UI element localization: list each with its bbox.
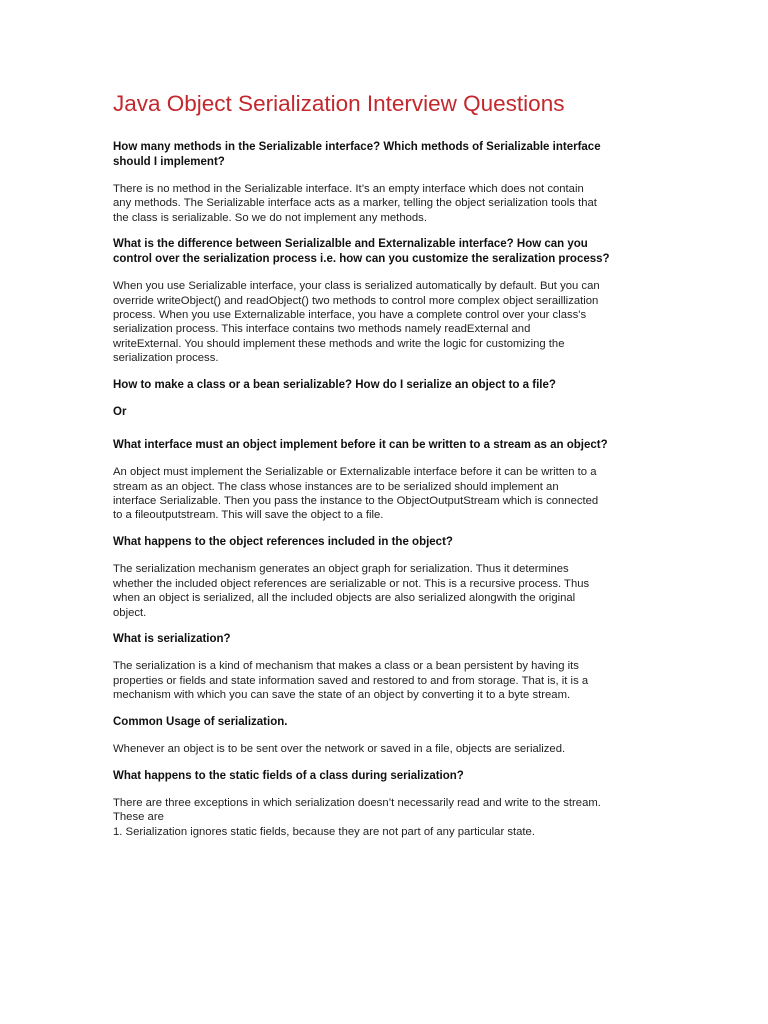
question-heading-line: How to make a class or a bean serializable? How do I serialize an object to a file? bbox=[113, 378, 556, 391]
answer-paragraph-line: process. When you use Externalizable interface, you have a complete control over your class's bbox=[113, 309, 587, 322]
answer-paragraph-line: serialization process. bbox=[113, 352, 219, 365]
question-heading-line: should I implement? bbox=[113, 155, 225, 168]
question-heading bbox=[113, 378, 658, 393]
answer-paragraph-line: There is no method in the Serializable interface. It’s an empty interface which does not contain bbox=[113, 183, 584, 195]
question-heading bbox=[113, 438, 658, 453]
answer-paragraph-line: 1. Serialization ignores static fields, because they are not part of any particular state. bbox=[113, 825, 535, 838]
answer-paragraph-line: object. bbox=[113, 606, 147, 619]
answer-paragraph-line: mechanism with which you can save the state of an object by converting it to a byte stream. bbox=[113, 689, 571, 702]
answer-paragraph bbox=[113, 465, 658, 523]
answer-paragraph-line: when an object is serialized, all the included objects are also serialized alongwith the original bbox=[113, 592, 576, 605]
answer-paragraph-line: any methods. The Serializable interface acts as a marker, telling the object serialization tools that bbox=[113, 197, 597, 210]
question-heading bbox=[113, 237, 658, 266]
answer-paragraph bbox=[113, 182, 658, 225]
answer-paragraph-line: stream as an object. The class whose instances are to be serialized should implement an bbox=[113, 480, 559, 493]
or-separator: Or bbox=[113, 406, 127, 419]
answer-paragraph bbox=[113, 562, 658, 620]
document-page bbox=[113, 88, 658, 851]
answer-paragraph-line: There are three exceptions in which serialization doesn’t necessarily read and write to the stream. bbox=[113, 797, 601, 810]
answer-paragraph-line: An object must implement the Serializable or Externalizable interface before it can be written to a bbox=[113, 466, 597, 479]
answer-paragraph bbox=[113, 659, 658, 702]
question-heading-line: What happens to the static fields of a class during serialization? bbox=[113, 769, 464, 782]
question-heading-line: How many methods in the Serializable interface? Which methods of Serializable interface bbox=[113, 141, 601, 153]
question-heading-line: What is serialization? bbox=[113, 632, 231, 645]
question-heading bbox=[113, 632, 658, 647]
question-heading-line: control over the serialization process i.e. how can you customize the seralization process? bbox=[113, 252, 610, 265]
answer-paragraph-line: the class is serializable. So we do not implement any methods. bbox=[113, 211, 427, 224]
answer-paragraph-line: whether the included object references are serializable or not. This is a recursive process. Thus bbox=[113, 577, 590, 590]
question-heading-line: What happens to the object references included in the object? bbox=[113, 535, 453, 548]
question-heading bbox=[113, 715, 658, 730]
answer-paragraph-line: Whenever an object is to be sent over the network or saved in a file, objects are serialized. bbox=[113, 743, 566, 756]
question-heading bbox=[113, 769, 658, 784]
question-heading-line: What is the difference between Serializalble and Externalizable interface? How can you bbox=[113, 238, 588, 251]
page-title: Java Object Serialization Interview Questions bbox=[113, 91, 565, 116]
answer-paragraph-line: properties or fields and state information saved and restored to and from storage. That is, it is a bbox=[113, 674, 589, 687]
answer-paragraph-line: The serialization mechanism generates an object graph for serialization. Thus it determines bbox=[113, 563, 569, 576]
answer-paragraph-line: writeExternal. You should implement these methods and write the logic for customizing the bbox=[113, 337, 565, 350]
question-heading bbox=[113, 140, 658, 169]
answer-paragraph-line: to a fileoutputstream. This will save the object to a file. bbox=[113, 509, 384, 522]
answer-paragraph-line: These are bbox=[113, 811, 164, 824]
qa-sections bbox=[113, 140, 658, 839]
answer-paragraph-line: interface Serializable. Then you pass the instance to the ObjectOutputStream which is connected bbox=[113, 494, 599, 507]
question-heading bbox=[113, 535, 658, 550]
answer-paragraph bbox=[113, 742, 658, 756]
answer-paragraph-line: When you use Serializable interface, your class is serialized automatically by default. But you can bbox=[113, 280, 600, 293]
question-heading-line: Common Usage of serialization. bbox=[113, 715, 288, 728]
answer-paragraph bbox=[113, 796, 658, 839]
answer-paragraph-line: The serialization is a kind of mechanism that makes a class or a bean persistent by having its bbox=[113, 660, 579, 673]
answer-paragraph-line: override writeObject() and readObject() two methods to control more complex object seraillization bbox=[113, 294, 599, 307]
answer-paragraph bbox=[113, 279, 658, 365]
answer-paragraph-line: serialization process. This interface contains two methods namely readExternal and bbox=[113, 323, 531, 336]
question-heading-line: What interface must an object implement before it can be written to a stream as an object? bbox=[113, 438, 608, 451]
